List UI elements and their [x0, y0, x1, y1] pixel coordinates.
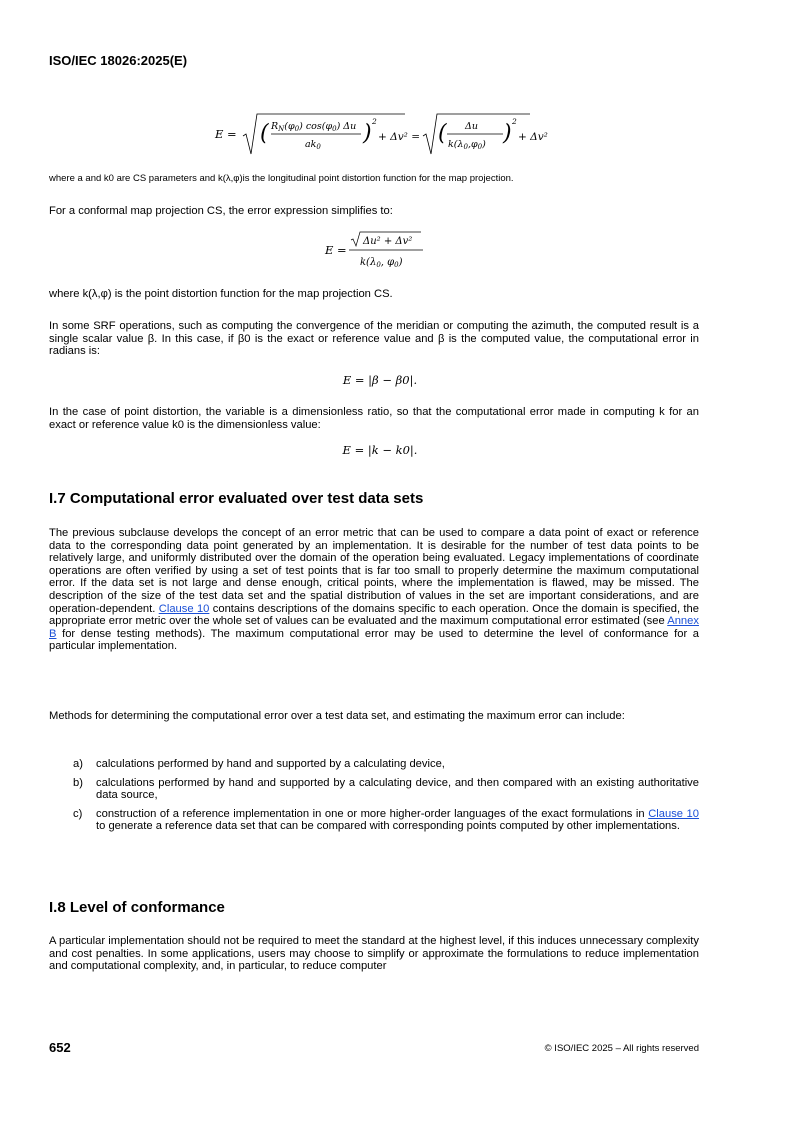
list-marker: a): [73, 758, 83, 770]
link-annex-b[interactable]: Annex B: [49, 615, 699, 640]
paragraph-point-distortion: where k(λ,φ) is the point distortion function for the map projection CS.: [49, 288, 393, 300]
heading-i7: I.7 Computational error evaluated over test data sets: [49, 490, 424, 507]
svg-text:+ Δv² =: + Δv² =: [378, 131, 420, 143]
link-clause-10[interactable]: Clause 10: [648, 807, 700, 820]
paragraph-test-data-sets: The previous subclause develops the concept of an error metric that can be used to compare a data point of exact or reference data to the corresponding data point generated by an implementation. It is desirable for the number of test data points to be relatively large, and uniformly distributed over the domain of the operation being evaluated. Legacy implementations of coordinate operations are often verified by using a set of test points that is far too small to properly determine the maximum computational error. If the data set is not large and dense enough, critical points, where the implementation is flawed, may be missed. The description of the size of the test data set and the spatial distribution of values in the set are important considerations, and are operation-dependent. Clause 10 contains descriptions of the domains specific to each operation. Once the domain is specified, the appropriate error metric over the whole set of values can be evaluated and the maximum computational error estimated (see Annex B for dense testing methods). The maximum computational error may be used to determine the level of conformance for a particular implementation.: [49, 527, 700, 653]
svg-text:): ): [503, 121, 512, 146]
svg-text:2: 2: [372, 117, 377, 126]
svg-text:k(λ0, φ0): $k(\lambda_0$, $\varphi_0$): [360, 257, 403, 269]
paragraph-methods-intro: Methods for determining the computational error over a test data set, and estimating the maximum error can include:: [49, 710, 625, 722]
list-item: c) construction of a reference implementation in one or more higher-order languages of the exact formulations in Clause 10 to generate a reference data set that can be compared with corresponding points computed by other implementations.: [73, 807, 700, 833]
svg-text:E =: E =: [325, 243, 347, 257]
list-marker: c): [73, 807, 83, 820]
standard-id-header: ISO/IEC 18026:2025(E): [49, 53, 188, 68]
list-marker: b): [73, 776, 83, 789]
methods-list: [73, 758, 699, 839]
paragraph-conformal-intro: For a conformal map projection CS, the error expression simplifies to:: [49, 205, 393, 217]
equation-distortion-error: E = |k − k0|.: [342, 443, 418, 457]
heading-i8: I.8 Level of conformance: [49, 899, 225, 916]
svg-text:RN(φ0) cos(φ0) Δu: $R_N(\varphi_0)$ $\cos(\varphi_0)$ Δu: [271, 121, 357, 133]
svg-text:E =: E =: [215, 127, 237, 141]
svg-text:Δu: Δu: [465, 121, 478, 132]
list-item: a) calculations performed by hand and supported by a calculating device,: [73, 758, 445, 770]
equation-error-conformal: [325, 230, 435, 274]
paragraph-level-of-conformance: A particular implementation should not be required to meet the standard at the highest level, if this induces unnecessary complexity and cost penalties. In some applications, users may choose to simplify or approximate the formulations to reduce implementation and computational complexity, and, in particular, to reduce computer: [49, 935, 699, 973]
copyright-notice: © ISO/IEC 2025 – All rights reserved: [544, 1043, 699, 1054]
paragraph-scalar-value: In some SRF operations, such as computing the convergence of the meridian or computing the azimuth, the computed result is a single scalar value β. In this case, if β0 is the exact or reference value and β is the computed value, the computational error in radians is:: [49, 320, 699, 358]
svg-text:+ Δv²: + Δv²: [518, 131, 548, 143]
svg-text:(: (: [260, 121, 269, 146]
svg-text:2: 2: [512, 117, 517, 126]
svg-text:): ): [363, 121, 372, 146]
equation-scalar-error: E = |β − β0|.: [342, 373, 418, 387]
equation-error-general: [215, 110, 548, 160]
svg-text:k(λ0,φ0): $k(\lambda_0,\varphi_0)$: [448, 139, 486, 151]
list-item: b) calculations performed by hand and supported by a calculating device, and then compared with an existing authoritative data source,: [73, 776, 699, 802]
svg-text:ak0: $ak_0$: [305, 139, 321, 151]
paragraph-parameters: where a and k0 are CS parameters and k(λ,φ)is the longitudinal point distortion function for the map projection.: [49, 173, 514, 184]
page-number: 652: [49, 1040, 71, 1055]
svg-text:Δu² + Δv²: Δu² + Δv²: [363, 236, 413, 247]
paragraph-dimensionless: In the case of point distortion, the variable is a dimensionless ratio, so that the computational error made in computing k for an exact or reference value k0 is the dimensionless value:: [49, 406, 699, 431]
svg-text:(: (: [438, 121, 447, 146]
link-clause-10[interactable]: Clause 10: [158, 602, 210, 615]
